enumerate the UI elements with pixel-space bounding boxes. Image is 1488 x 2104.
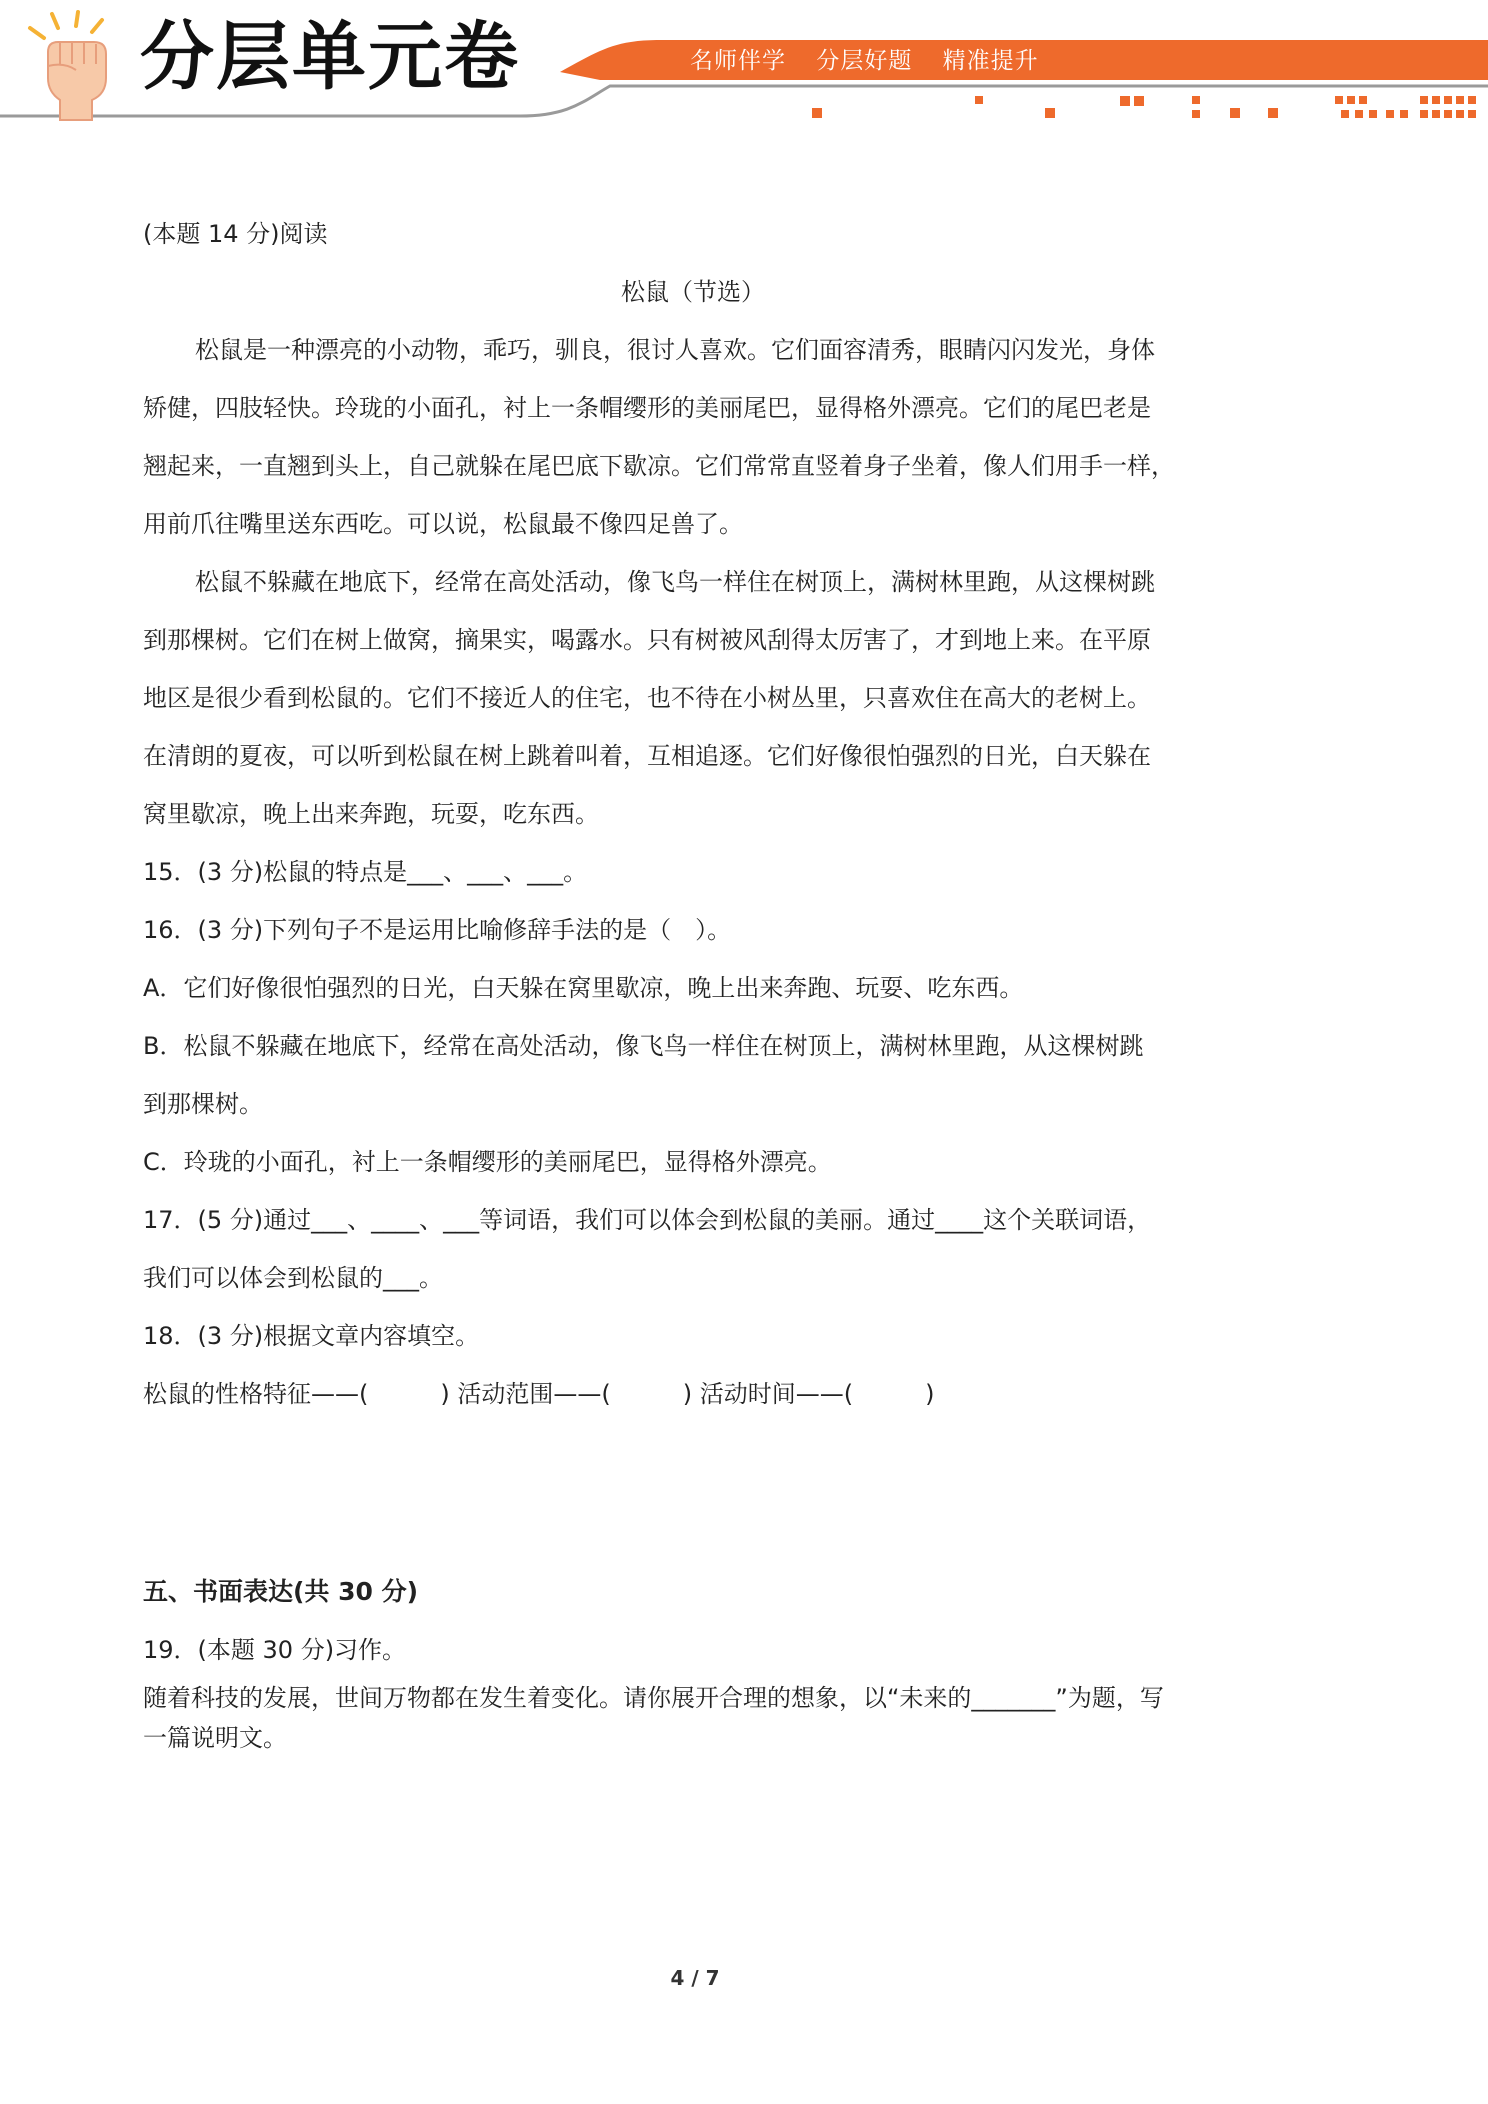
question-19-text-cont: 一篇说明文。 (143, 1724, 287, 1752)
slogan-item: 名师伴学 (690, 48, 786, 74)
passage-line: 窝里歇凉，晚上出来奔跑，玩耍，吃东西。 (143, 800, 599, 828)
passage-line: 地区是很少看到松鼠的。它们不接近人的住宅，也不待在小树丛里，只喜欢住在高大的老树上。 (143, 684, 1151, 712)
slogan-item: 分层好题 (816, 48, 913, 74)
question-17-cont: 我们可以体会到松鼠的___。 (143, 1264, 443, 1292)
question-16-option-b-cont: 到那棵树。 (143, 1090, 263, 1118)
section-title: 五、书面表达(共 30 分) (143, 1577, 419, 1606)
page-number: 4 / 7 (670, 1966, 720, 1990)
passage-line: 松鼠不躲藏在地底下，经常在高处活动，像飞鸟一样住在树顶上，满树林里跑，从这棵树跳 (195, 568, 1155, 596)
question-19-text: 随着科技的发展，世间万物都在发生着变化。请你展开合理的想象，以“未来的_______”为题，写 (143, 1684, 1164, 1712)
passage-line: 松鼠是一种漂亮的小动物，乖巧，驯良，很讨人喜欢。它们面容清秀，眼睛闪闪发光，身体 (195, 336, 1155, 364)
slogan (690, 42, 1061, 75)
question-15: 15．(3 分)松鼠的特点是___、___、___。 (143, 858, 588, 886)
passage-intro: (本题 14 分)阅读 (143, 220, 328, 248)
question-19: 19．(本题 30 分)习作。 (143, 1636, 407, 1664)
passage-line: 翘起来，一直翘到头上，自己就躲在尾巴底下歇凉。它们常常直竖着身子坐着，像人们用手一样， (143, 452, 1175, 480)
question-18: 18．(3 分)根据文章内容填空。 (143, 1322, 480, 1350)
slogan-item: 精准提升 (942, 48, 1039, 74)
passage-title: 松鼠（节选） (621, 278, 765, 306)
page-header (0, 0, 1488, 130)
question-16: 16．(3 分)下列句子不是运用比喻修辞手法的是（ ）。 (143, 916, 732, 944)
question-16-option-c: C．玲珑的小面孔，衬上一条帽缨形的美丽尾巴，显得格外漂亮。 (143, 1148, 832, 1176)
fist-logo-icon (14, 8, 134, 128)
question-16-option-a: A．它们好像很怕强烈的日光，白天躲在窝里歇凉，晚上出来奔跑、玩耍、吃东西。 (143, 974, 1024, 1002)
passage-line: 矫健，四肢轻快。玲珑的小面孔，衬上一条帽缨形的美丽尾巴，显得格外漂亮。它们的尾巴老是 (143, 394, 1151, 422)
passage-line: 到那棵树。它们在树上做窝，摘果实，喝露水。只有树被风刮得太厉害了，才到地上来。在平原 (143, 626, 1151, 654)
passage-line: 在清朗的夏夜，可以听到松鼠在树上跳着叫着，互相追逐。它们好像很怕强烈的日光，白天躲在 (143, 742, 1151, 770)
brand-title: 分层单元卷 (140, 14, 520, 100)
question-16-option-b: B．松鼠不躲藏在地底下，经常在高处活动，像飞鸟一样住在树顶上，满树林里跑，从这棵树跳 (143, 1032, 1144, 1060)
question-18-fill: 松鼠的性格特征——( ) 活动范围——( ) 活动时间——( ) (143, 1380, 935, 1408)
question-17: 17．(5 分)通过___、____、___等词语，我们可以体会到松鼠的美丽。通过____这个关联词语， (143, 1206, 1152, 1234)
passage-line: 用前爪往嘴里送东西吃。可以说，松鼠最不像四足兽了。 (143, 510, 743, 538)
